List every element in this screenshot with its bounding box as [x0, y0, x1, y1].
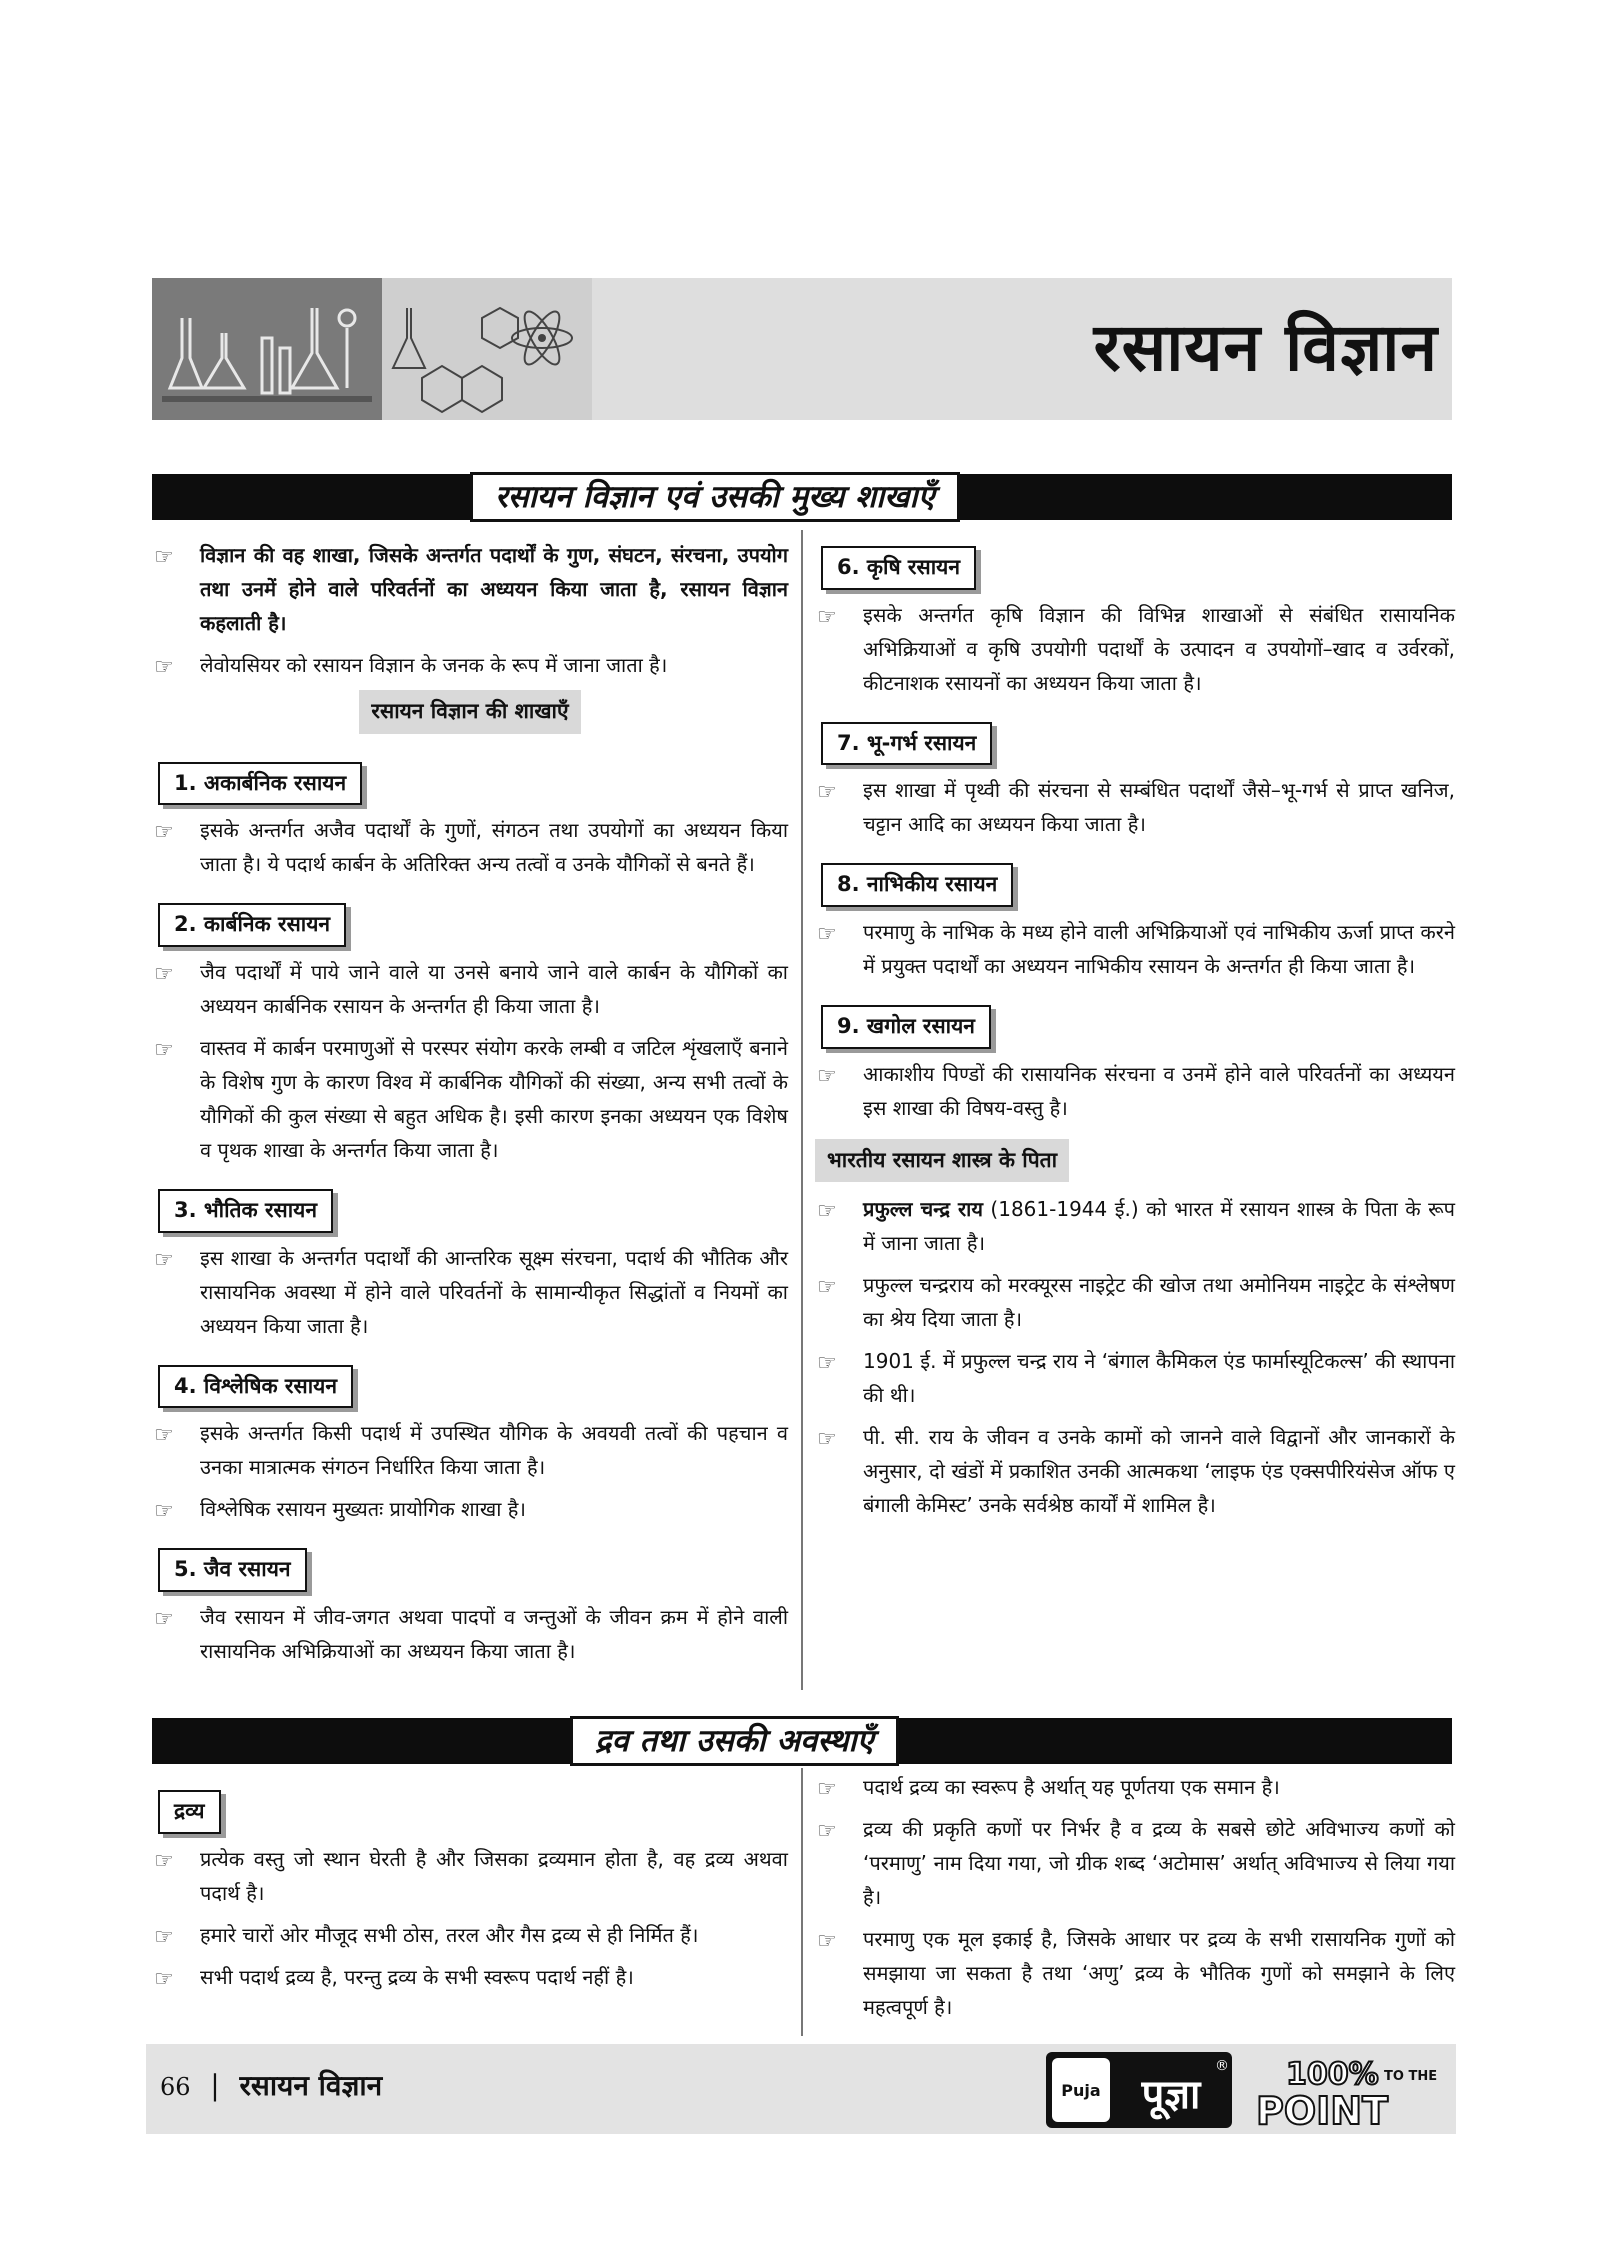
bullet-item: ☞ लेवोयसियर को रसायन विज्ञान के जनक के रूप में जाना जाता है। [152, 648, 788, 682]
bullet-item: ☞ इस शाखा के अन्तर्गत पदार्थों की आन्तरिक सूक्ष्म संरचना, पदार्थ की भौतिक और रासायनिक अवस्था में होने वाले परिवर्तनों के सामान्यीकृत सिद्धांतों व नियमों का अध्ययन किया जाता है। [152, 1241, 788, 1343]
bullet-item: ☞ हमारे चारों ओर मौजूद सभी ठोस, तरल और गैस द्रव्य से ही निर्मित हैं। [152, 1918, 788, 1952]
pointing-hand-icon: ☞ [154, 1607, 174, 1633]
publisher-logo [1046, 2050, 1446, 2130]
father-heading: भारतीय रसायन शास्त्र के पिता [815, 1139, 1069, 1183]
pointing-hand-icon: ☞ [817, 1351, 837, 1377]
pointing-hand-icon: ☞ [154, 1423, 174, 1449]
chapter-banner [152, 278, 1452, 420]
pointing-hand-icon: ☞ [817, 1929, 837, 1954]
branch-heading: 1. अकार्बनिक रसायन [158, 762, 362, 806]
pointing-hand-icon: ☞ [154, 1924, 174, 1950]
bullet-item: ☞ जैव पदार्थों में पाये जाने वाले या उनसे बनाये जाने वाले कार्बन के यौगिकों का अध्ययन कार्बनिक रसायन के अन्तर्गत ही किया जाता है। [152, 955, 788, 1023]
bullet-item: ☞ वास्तव में कार्बन परमाणुओं से परस्पर संयोग करके लम्बी व जटिल शृंखलाएँ बनाने के विशेष गुण के कारण विश्व में कार्बनिक यौगिकों की संख्या, अन्य सभी तत्वों के यौगिकों की कुल संख्या से बहुत अधिक है। इसी कारण इनका अध्ययन एक विशेष व पृथक शाखा के अन्तर्गत किया जाता है। [152, 1031, 788, 1167]
pointing-hand-icon: ☞ [154, 1848, 174, 1874]
bullet-item: ☞ विज्ञान की वह शाखा, जिसके अन्तर्गत पदार्थों के गुण, संघटन, संरचना, उपयोग तथा उनमें होने वाले परिवर्तनों का अध्ययन किया जाता है, रसायन विज्ञान कहलाती है। [152, 538, 788, 640]
section-bar-branches [152, 474, 1452, 520]
bullet-item: ☞ इसके अन्तर्गत किसी पदार्थ में उपस्थित यौगिक के अवयवी तत्वों की पहचान व उनका मात्रात्मक संगठन निर्धारित किया जाता है। [152, 1416, 788, 1484]
bullet-item: ☞ जैव रसायन में जीव-जगत अथवा पादपों व जन्तुओं के जीवन क्रम में होने वाली रासायनिक अभिक्रियाओं का अध्ययन किया जाता है। [152, 1600, 788, 1668]
section-title: द्रव तथा उसकी अवस्थाएँ [570, 1716, 899, 1766]
pointing-hand-icon: ☞ [817, 1427, 837, 1453]
logo-tagline-mid: TO THE [1384, 2069, 1438, 2084]
bullet-item: ☞ प्रफुल्ल चन्द्रराय को मरक्यूरस नाइट्रेट की खोज तथा अमोनियम नाइट्रेट के संश्लेषण का श्रेय दिया जाता है। [815, 1268, 1455, 1336]
page-footer [146, 2044, 1456, 2134]
left-column [152, 538, 788, 1676]
logo-tagline-bottom: POINT [1256, 2089, 1389, 2130]
branch-heading: 7. भू-गर्भ रसायन [821, 722, 992, 766]
pointing-hand-icon: ☞ [154, 1499, 174, 1525]
bullet-item: ☞ सभी पदार्थ द्रव्य है, परन्तु द्रव्य के सभी स्वरूप पदार्थ नहीं है। [152, 1960, 788, 1994]
right-column [815, 1770, 1455, 2032]
bullet-item: ☞ विश्लेषिक रसायन मुख्यतः प्रायोगिक शाखा है। [152, 1492, 788, 1526]
pointing-hand-icon: ☞ [817, 922, 837, 948]
footer-running-title [160, 2066, 382, 2104]
section-title: रसायन विज्ञान एवं उसकी मुख्य शाखाएँ [470, 472, 960, 522]
logo-registered: ® [1215, 2058, 1229, 2074]
branch-heading: 4. विश्लेषिक रसायन [158, 1365, 353, 1409]
pointing-hand-icon: ☞ [817, 1819, 837, 1844]
logo-brand-big: पूज्ञा [1141, 2071, 1201, 2118]
bullet-item: ☞ परमाणु के नाभिक के मध्य होने वाली अभिक्रियाओं एवं नाभिकीय ऊर्जा प्राप्त करने में प्रयुक्त पदार्थों का अध्ययन नाभिकीय रसायन के अन्तर्गत ही किया जाता है। [815, 915, 1455, 983]
pointing-hand-icon: ☞ [817, 1199, 837, 1225]
bullet-item: ☞ प्रफुल्ल चन्द्र राय (1861-1944 ई.) को भारत में रसायन शास्त्र के पिता के रूप में जाना जाता है। [815, 1192, 1455, 1260]
right-column [815, 540, 1455, 1530]
branch-heading: 6. कृषि रसायन [821, 546, 976, 590]
bullet-item: ☞ इसके अन्तर्गत अजैव पदार्थों के गुणों, संगठन तथा उपयोगों का अध्ययन किया जाता है। ये पदार्थ कार्बन के अतिरिक्त अन्य तत्वों व उनके यौगिकों से बनते हैं। [152, 813, 788, 881]
pointing-hand-icon: ☞ [154, 1966, 174, 1992]
branch-heading: 8. नाभिकीय रसायन [821, 863, 1013, 907]
pointing-hand-icon: ☞ [154, 1247, 174, 1273]
branches-heading: रसायन विज्ञान की शाखाएँ [359, 690, 580, 734]
matter-heading: द्रव्य [158, 1790, 221, 1834]
pointing-hand-icon: ☞ [154, 962, 174, 988]
page-number: 66 [160, 2073, 191, 2101]
branch-heading: 3. भौतिक रसायन [158, 1189, 333, 1233]
pointing-hand-icon: ☞ [154, 1038, 174, 1064]
bullet-item: ☞ 1901 ई. में प्रफुल्ल चन्द्र राय ने ‘बंगाल कैमिकल एंड फार्मास्यूटिकल्स’ की स्थापना की थी। [815, 1344, 1455, 1412]
pointing-hand-icon: ☞ [817, 780, 837, 806]
column-divider [801, 1768, 803, 2036]
branch-heading: 5. जैव रसायन [158, 1548, 307, 1592]
footer-separator: | [210, 2069, 220, 2102]
logo-brand-small: Puja [1061, 2081, 1101, 2100]
branch-heading: 2. कार्बनिक रसायन [158, 903, 346, 947]
bullet-item: ☞ पदार्थ द्रव्य का स्वरूप है अर्थात् यह पूर्णतया एक समान है। [815, 1770, 1455, 1804]
lab-illustration [152, 278, 592, 420]
footer-title: रसायन विज्ञान [239, 2069, 383, 2102]
pointing-hand-icon: ☞ [817, 1777, 837, 1802]
bullet-item: ☞ इस शाखा में पृथ्वी की संरचना से सम्बंधित पदार्थों जैसे–भू-गर्भ से प्राप्त खनिज, चट्टान आदि का अध्ययन किया जाता है। [815, 773, 1455, 841]
pointing-hand-icon: ☞ [154, 545, 174, 570]
pointing-hand-icon: ☞ [154, 820, 174, 846]
bullet-item: ☞ इसके अन्तर्गत कृषि विज्ञान की विभिन्न शाखाओं से संबंधित रासायनिक अभिक्रियाओं व कृषि उपयोगी पदार्थों के उत्पादन व उपयोगों–खाद व उर्वरकों, कीटनाशक रसायनों का अध्ययन किया जाता है। [815, 598, 1455, 700]
logo-tagline-top: 100% [1286, 2057, 1379, 2092]
section-bar-matter [152, 1718, 1452, 1764]
pointing-hand-icon: ☞ [817, 604, 837, 630]
pointing-hand-icon: ☞ [817, 1063, 837, 1089]
chapter-title: रसायन विज्ञान [1093, 308, 1438, 386]
pointing-hand-icon: ☞ [817, 1275, 837, 1301]
bullet-item: ☞ प्रत्येक वस्तु जो स्थान घेरती है और जिसका द्रव्यमान होता है, वह द्रव्य अथवा पदार्थ है। [152, 1842, 788, 1910]
pointing-hand-icon: ☞ [154, 655, 174, 680]
bullet-item: ☞ द्रव्य की प्रकृति कणों पर निर्भर है व द्रव्य के सबसे छोटे अविभाज्य कणों को ‘परमाणु’ नाम दिया गया, जो ग्रीक शब्द ‘अटोमास’ अर्थात् अविभाज्य से लिया गया है। [815, 1812, 1455, 1914]
left-column [152, 1776, 788, 2002]
bullet-item: ☞ पी. सी. राय के जीवन व उनके कामों को जानने वाले विद्वानों और जानकारों के अनुसार, दो खंडों में प्रकाशित उनकी आत्मकथा ‘लाइफ एंड एक्सपीरियंसेज ऑफ ए बंगाली केमिस्ट’ उनके सर्वश्रेष्ठ कार्यों में शामिल है। [815, 1420, 1455, 1522]
branch-heading: 9. खगोल रसायन [821, 1005, 991, 1049]
bullet-item: ☞ आकाशीय पिण्डों की रासायनिक संरचना व उनमें होने वाले परिवर्तनों का अध्ययन इस शाखा की विषय-वस्तु है। [815, 1057, 1455, 1125]
column-divider [801, 530, 803, 1690]
bullet-item: ☞ परमाणु एक मूल इकाई है, जिसके आधार पर द्रव्य के सभी रासायनिक गुणों को समझाया जा सकता है तथा ‘अणु’ द्रव्य के भौतिक गुणों को समझाने के लिए महत्वपूर्ण है। [815, 1922, 1455, 2024]
